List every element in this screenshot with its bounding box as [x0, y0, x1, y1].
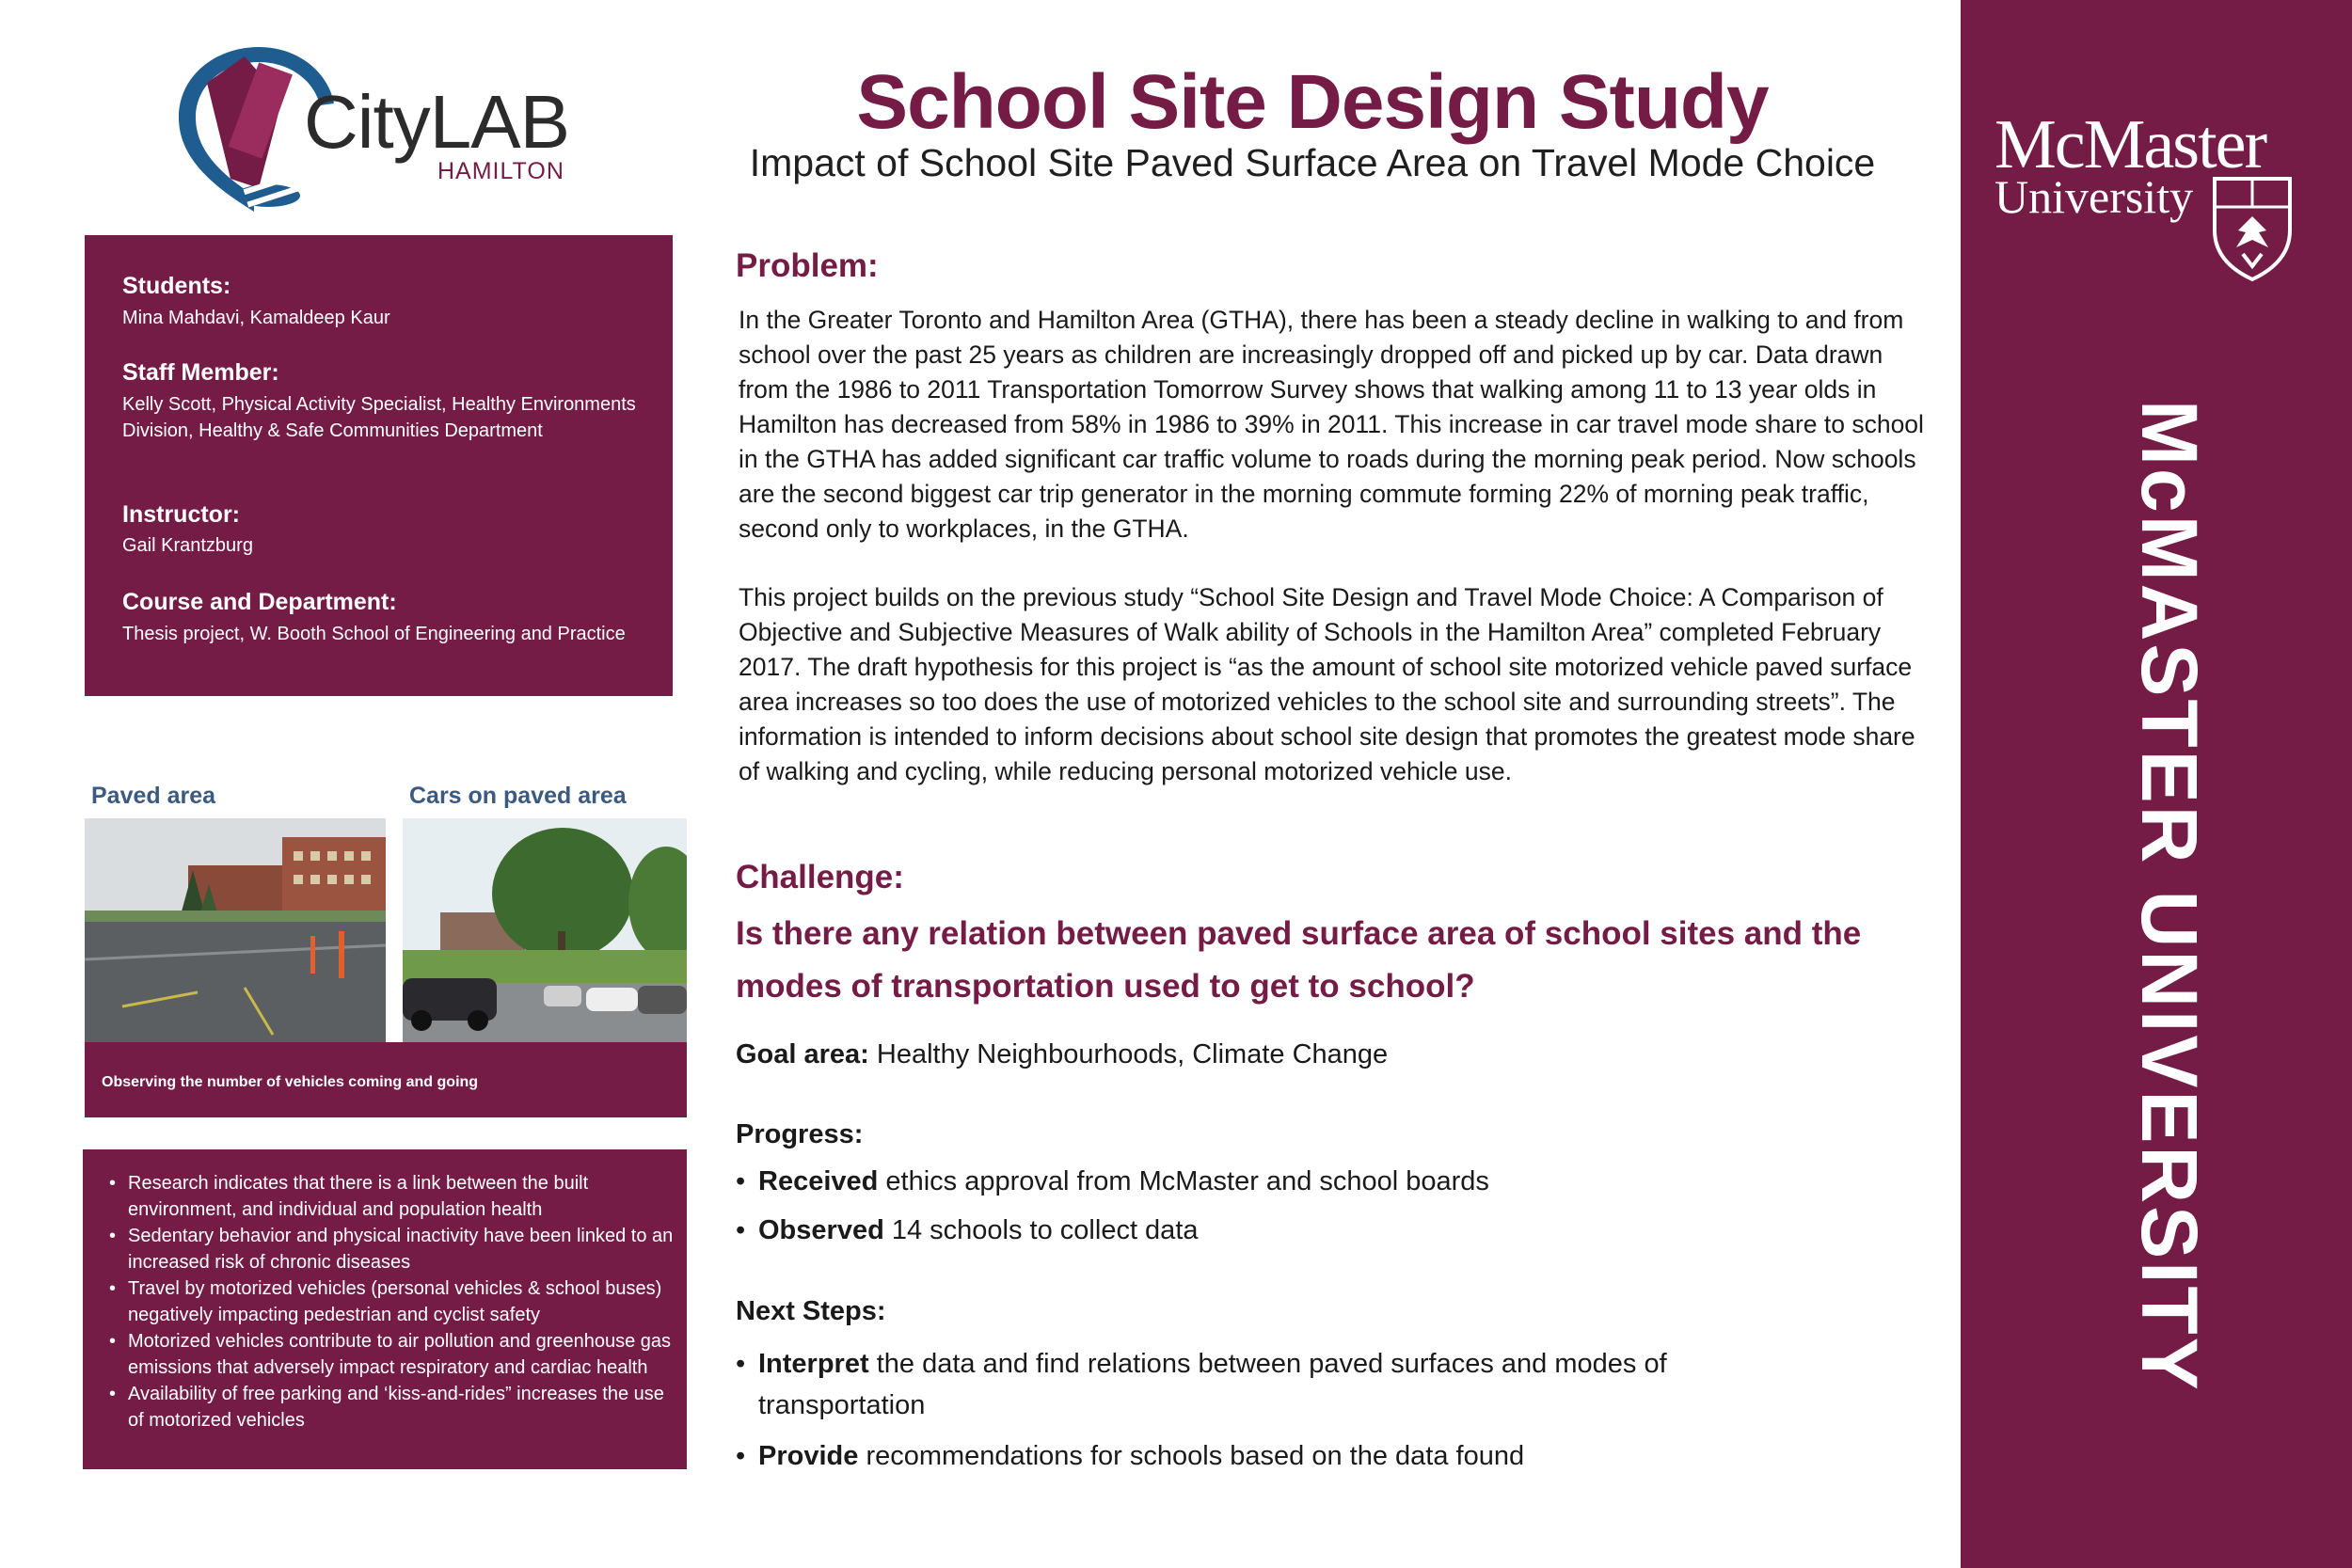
- instructor-label: Instructor:: [122, 501, 240, 528]
- instructor-name: Gail Krantzburg: [122, 535, 253, 556]
- progress-item-bold: Received: [758, 1166, 879, 1196]
- problem-paragraph-2: This project builds on the previous study “School Site Design and Travel Mode Choice: A Comparison of Objective and Subjective Measures of Walk ability of Schools in the Hamilton Area” completed February 2017. The draft hypothesis for this project is “as the amount of school site motorized vehicle paved surface area increases so too does the use of motorized vehicles to the school site and surrounding streets”. The information is intended to inform decisions about school site design that promotes the greatest mode share of walking and cycling, while reducing personal motorized vehicle use.: [739, 583, 1915, 785]
- photo-label-paved: Paved area: [91, 783, 216, 809]
- paved-area-photo: [85, 818, 386, 1044]
- mcmaster-wordmark: McMaster: [1994, 106, 2266, 183]
- logo-name: CityLAB: [304, 80, 569, 164]
- progress-item-text: 14 schools to collect data: [891, 1215, 1199, 1245]
- photo-caption-band: [85, 1042, 687, 1117]
- goal-area: [736, 1039, 1388, 1070]
- fact-item: • Research indicates that there is a link between the built environment, and individual and population health: [109, 1170, 677, 1223]
- students-label: Students:: [122, 273, 231, 299]
- mcmaster-band: [1961, 0, 2352, 1568]
- cars-on-paved-area-photo: [403, 818, 687, 1044]
- next-step-text: the data and find relations between paved surfaces and modes of: [876, 1349, 1667, 1379]
- page-title: School Site Design Study: [856, 59, 1769, 145]
- photo-label-cars: Cars on paved area: [409, 783, 627, 809]
- staff-member: Kelly Scott, Physical Activity Specialist, Healthy Environments Division, Healthy & Safe Communities Department: [122, 394, 636, 441]
- course-label: Course and Department:: [122, 589, 397, 615]
- page-subtitle: Impact of School Site Paved Surface Area on Travel Mode Choice: [749, 141, 1876, 184]
- health-facts-box: [83, 1149, 687, 1469]
- photo-caption: Observing the number of vehicles coming and going: [102, 1074, 479, 1090]
- course-department: Thesis project, W. Booth School of Engineering and Practice: [122, 624, 626, 644]
- university-wordmark: University: [1994, 170, 2194, 223]
- progress-item: • Observed 14 schools to collect data: [736, 1215, 1199, 1245]
- progress-item: • Received ethics approval from McMaster and school boards: [736, 1166, 1489, 1196]
- next-steps-heading: Next Steps:: [736, 1296, 886, 1326]
- problem-heading: Problem:: [736, 247, 879, 284]
- crest-icon: [2210, 174, 2295, 282]
- fact-item: • Motorized vehicles contribute to air pollution and greenhouse gas emissions that adversely impact respiratory and cardiac health: [109, 1328, 677, 1381]
- progress-heading: Progress:: [736, 1119, 864, 1149]
- next-step-bold: Provide: [758, 1441, 859, 1471]
- staff-label: Staff Member:: [122, 359, 279, 386]
- problem-paragraph-1: In the Greater Toronto and Hamilton Area (GTHA), there has been a steady decline in walking to and from school over the past 25 years as children are increasingly dropped off and picked up by car. Data drawn from the 1986 to 2011 Transportation Tomorrow Survey shows that walking among 11 to 13 year olds in Hamilton has decreased from 58% in 1986 to 39% in 2011. This increase in car travel mode share to school in the GTHA has added significant car traffic volume to roads during the morning peak period. Now schools are the second biggest car trip generator in the morning commute forming 22% of morning peak traffic, second only to workplaces, in the GTHA.: [739, 306, 1924, 543]
- next-step-continuation: transportation: [758, 1390, 926, 1420]
- challenge-heading: Challenge:: [736, 859, 904, 895]
- fact-item: • Availability of free parking and ‘kiss-and-rides” increases the use of motorized vehicles: [109, 1381, 677, 1433]
- vertical-university-name: McMASTER UNIVERSITY: [2125, 400, 2214, 1393]
- progress-item-bold: Observed: [758, 1215, 884, 1245]
- logo-sub: HAMILTON: [437, 158, 564, 184]
- students-names: Mina Mahdavi, Kamaldeep Kaur: [122, 308, 390, 328]
- next-step-item: • Provide recommendations for schools based on the data found: [736, 1441, 1525, 1471]
- project-info-box: [85, 235, 673, 696]
- next-step-text: recommendations for schools based on the data found: [866, 1441, 1525, 1471]
- goal-label: Goal area:: [736, 1039, 869, 1069]
- fact-item: • Travel by motorized vehicles (personal vehicles & school buses) negatively impacting pedestrian and cyclist safety: [109, 1275, 677, 1328]
- progress-item-text: ethics approval from McMaster and school boards: [885, 1166, 1489, 1196]
- fact-item: • Sedentary behavior and physical inactivity have been linked to an increased risk of chronic diseases: [109, 1223, 677, 1275]
- next-step-item: • Interpret the data and find relations between paved surfaces and modes of transportation: [736, 1343, 1912, 1426]
- goal-value: Healthy Neighbourhoods, Climate Change: [876, 1039, 1389, 1069]
- challenge-question: Is there any relation between paved surface area of school sites and the modes of transportation used to get to school?: [736, 915, 1862, 1005]
- next-step-bold: Interpret: [758, 1349, 869, 1379]
